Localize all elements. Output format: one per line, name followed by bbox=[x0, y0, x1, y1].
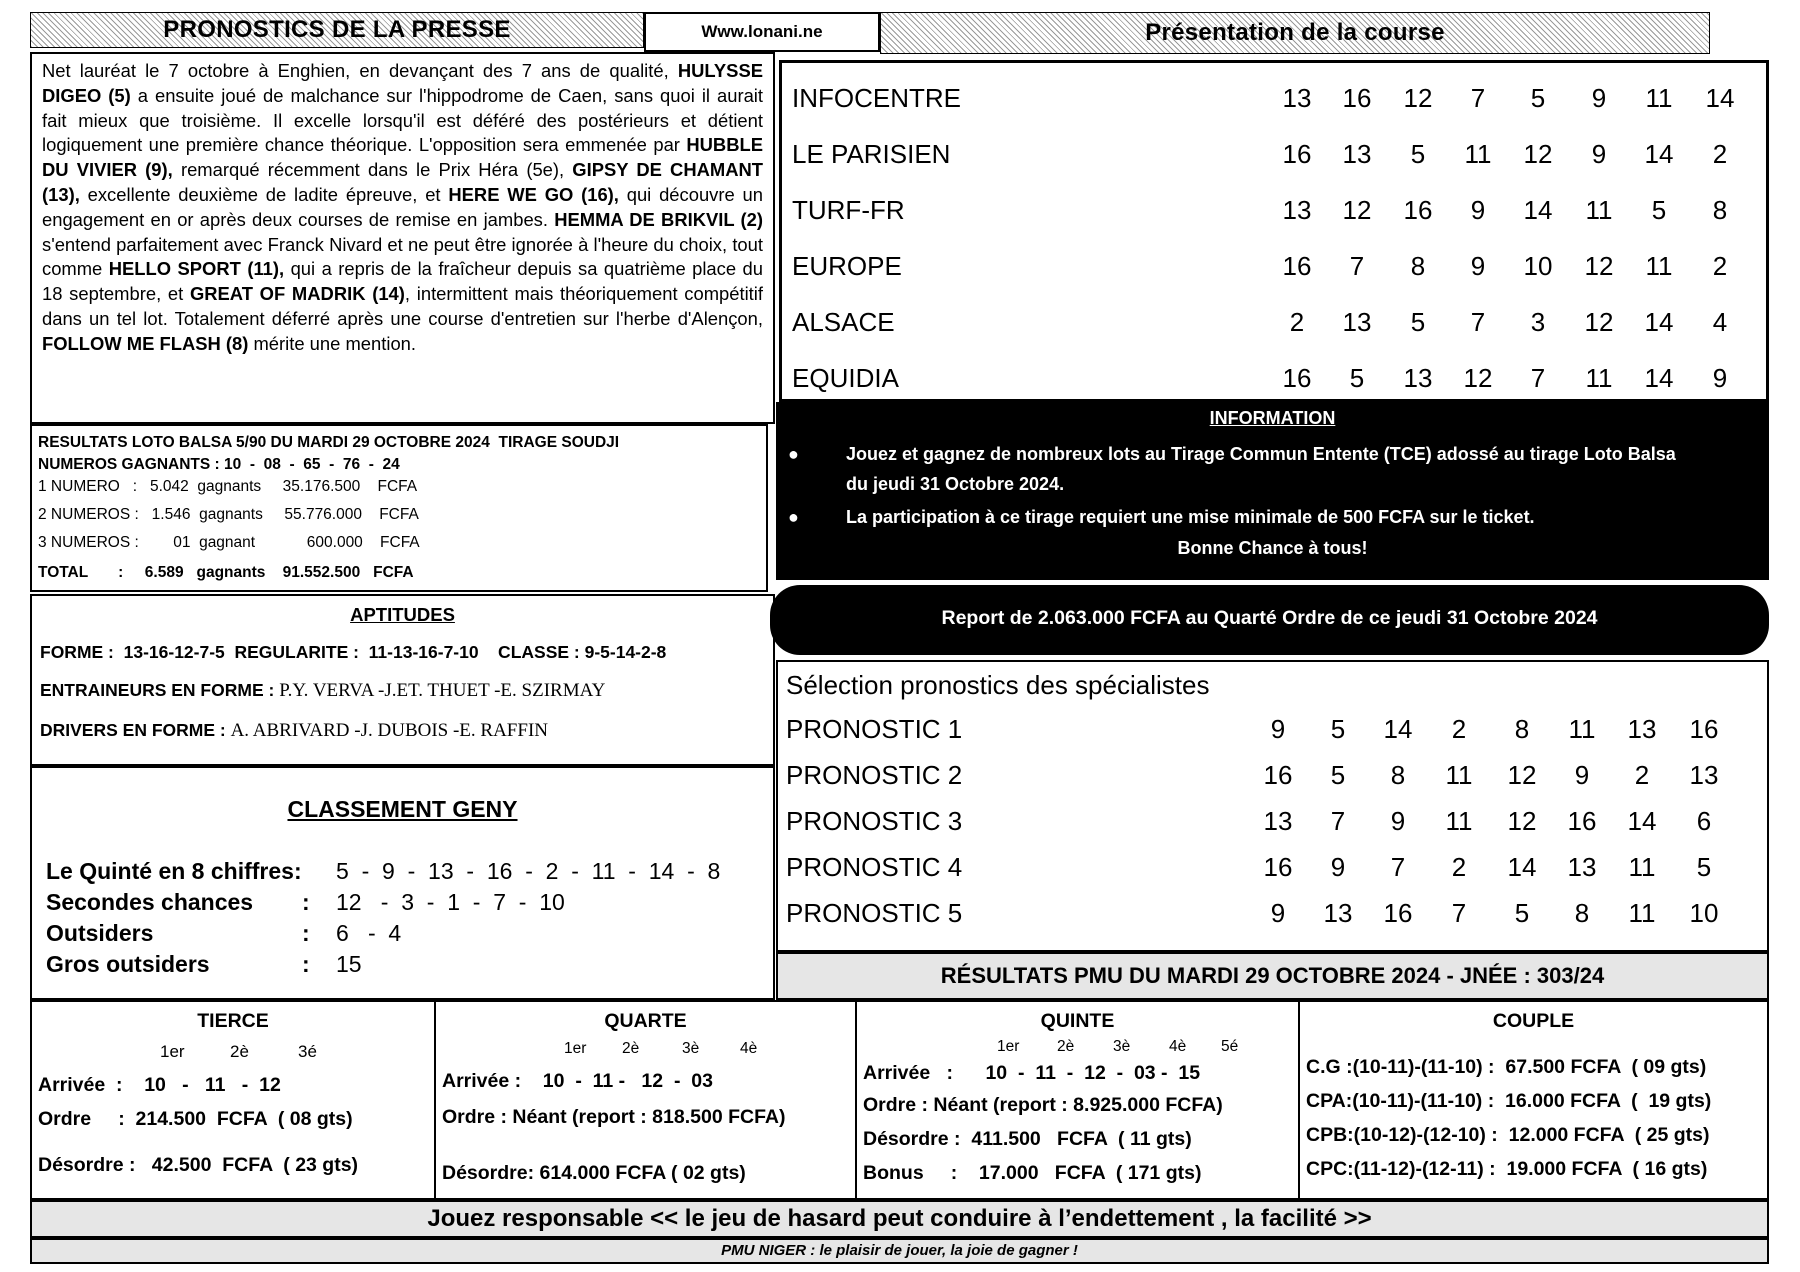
couple-line-3: CPB:(10-12)-(12-10) : 12.000 FCFA ( 25 gts) bbox=[1306, 1124, 1710, 1146]
pronostic-number: 9 bbox=[1574, 760, 1590, 790]
presentation-number: 2 bbox=[1289, 307, 1305, 337]
couple-line-1: C.G :(10-11)-(11-10) : 67.500 FCFA ( 09 gts) bbox=[1306, 1056, 1707, 1078]
presentation-source-name: INFOCENTRE bbox=[792, 83, 961, 113]
presentation-source-name: EQUIDIA bbox=[792, 363, 899, 393]
presentation-number: 11 bbox=[1645, 251, 1673, 281]
loto-line-1: 1 NUMERO : 5.042 gagnants 35.176.500 FCFA bbox=[38, 478, 418, 495]
pronostic-number: 7 bbox=[1330, 806, 1346, 836]
press-header-bar bbox=[30, 12, 644, 48]
presentation-number: 5 bbox=[1651, 195, 1667, 225]
slogan-bar bbox=[30, 1238, 1769, 1264]
presentation-number: 12 bbox=[1584, 251, 1614, 281]
classement-geny-box bbox=[30, 766, 775, 1000]
press-article bbox=[30, 52, 775, 424]
pronostic-number: 2 bbox=[1451, 852, 1467, 882]
geny-label: Secondes chances bbox=[46, 889, 254, 915]
presentation-number: 9 bbox=[1591, 83, 1607, 113]
couple-line-4: CPC:(11-12)-(12-11) : 19.000 FCFA ( 16 gts) bbox=[1306, 1158, 1708, 1180]
geny-value: 6 - 4 bbox=[336, 920, 402, 946]
tierce-pos-1: 1er bbox=[160, 1042, 185, 1061]
press-text: mérite une mention. bbox=[248, 332, 417, 354]
presentation-source-name: LE PARISIEN bbox=[792, 139, 951, 169]
presentation-number: 14 bbox=[1705, 83, 1735, 113]
drivers-value: A. ABRIVARD -J. DUBOIS -E. RAFFIN bbox=[230, 720, 548, 741]
pronostic-number: 13 bbox=[1689, 760, 1719, 790]
press-text: qui a repris de la fraîcheur depuis sa quatrième place du 18 septembre, et bbox=[42, 258, 763, 305]
loto-winning-numbers: NUMEROS GAGNANTS : 10 - 08 - 65 - 76 - 24 bbox=[38, 456, 400, 473]
pronostic-number: 13 bbox=[1567, 852, 1597, 882]
pronostic-number: 9 bbox=[1390, 806, 1406, 836]
pronostic-number: 12 bbox=[1507, 760, 1537, 790]
quinte-pos-2: 2è bbox=[1057, 1038, 1075, 1055]
pronostic-number: 12 bbox=[1507, 806, 1537, 836]
presentation-number: 9 bbox=[1470, 251, 1486, 281]
horse-name: GREAT OF MADRIK (14) bbox=[189, 283, 405, 305]
geny-label: Gros outsiders bbox=[46, 951, 210, 977]
quinte-pos-4: 4è bbox=[1169, 1038, 1187, 1055]
presentation-number: 7 bbox=[1470, 307, 1486, 337]
presentation-number: 5 bbox=[1530, 83, 1546, 113]
tierce-desordre: Désordre : 42.500 FCFA ( 23 gts) bbox=[38, 1154, 359, 1176]
pronostic-number: 11 bbox=[1628, 898, 1656, 928]
loto-line-3: 3 NUMEROS : 01 gagnant 600.000 FCFA bbox=[38, 534, 420, 551]
pronostic-number: 11 bbox=[1628, 852, 1656, 882]
aptitudes-entraineurs bbox=[40, 680, 605, 702]
pronostic-label: PRONOSTIC 2 bbox=[786, 760, 963, 790]
responsible-gaming-text: Jouez responsable << le jeu de hasard peut conduire à l’endettement , la facilité >> bbox=[427, 1205, 1372, 1232]
presentation-number: 7 bbox=[1470, 83, 1486, 113]
information-box bbox=[776, 402, 1769, 580]
pronostic-label: PRONOSTIC 3 bbox=[786, 806, 963, 836]
pronostic-number: 16 bbox=[1263, 852, 1293, 882]
tierce-box bbox=[30, 1000, 436, 1200]
resultats-title-bar bbox=[776, 952, 1769, 1000]
quarte-arrivee: Arrivée : 10 - 11 - 12 - 03 bbox=[442, 1070, 713, 1092]
pronostic-number: 7 bbox=[1390, 852, 1406, 882]
horse-name: HERE WE GO (16), bbox=[448, 183, 619, 205]
presentation-number: 16 bbox=[1342, 83, 1372, 113]
website-link[interactable]: Www.lonani.ne bbox=[701, 22, 823, 41]
tierce-pos-3: 3é bbox=[298, 1042, 317, 1061]
press-paragraph bbox=[42, 59, 763, 357]
presentation-number: 13 bbox=[1342, 307, 1372, 337]
geny-separator: : bbox=[302, 889, 310, 915]
press-text: Net lauréat le 7 octobre à Enghien, en devançant des 7 ans de qualité, bbox=[42, 60, 678, 81]
geny-label: Outsiders bbox=[46, 920, 154, 946]
horse-name: GIPSY DE CHAMANT (13), bbox=[42, 159, 764, 205]
quinte-pos-3: 3è bbox=[1113, 1038, 1131, 1055]
pronostic-number: 16 bbox=[1689, 714, 1719, 744]
pronostic-number: 10 bbox=[1689, 898, 1719, 928]
quinte-ordre: Ordre : Néant (report : 8.925.000 FCFA) bbox=[863, 1094, 1223, 1116]
selection-title: Sélection pronostics des spécialistes bbox=[786, 670, 1210, 700]
couple-box bbox=[1298, 1000, 1769, 1200]
quinte-pos-5: 5é bbox=[1221, 1038, 1239, 1055]
geny-value: 5 - 9 - 13 - 16 - 2 - 11 - 14 - 8 bbox=[336, 858, 721, 884]
presentation-number: 5 bbox=[1410, 139, 1426, 169]
presentation-number: 16 bbox=[1403, 195, 1433, 225]
quinte-title: QUINTE bbox=[1040, 1010, 1115, 1032]
presentation-number: 14 bbox=[1644, 307, 1674, 337]
pronostic-number: 14 bbox=[1383, 714, 1413, 744]
press-text: s'entend parfaitement avec Franck Nivard et ne peut être ignorée à l'heure du choix, tout comme bbox=[42, 233, 763, 280]
pronostic-number: 5 bbox=[1696, 852, 1712, 882]
pronostic-label: PRONOSTIC 5 bbox=[786, 898, 963, 928]
presentation-number: 11 bbox=[1585, 195, 1613, 225]
quarte-box bbox=[434, 1000, 857, 1200]
quarte-pos-3: 3è bbox=[682, 1040, 700, 1057]
pronostic-number: 8 bbox=[1390, 760, 1406, 790]
entraineurs-label: ENTRAINEURS EN FORME : bbox=[40, 680, 280, 700]
info-bullet-1-text-cont: du jeudi 31 Octobre 2024. bbox=[846, 474, 1065, 494]
pronostic-number: 8 bbox=[1514, 714, 1530, 744]
presentation-number: 7 bbox=[1530, 363, 1546, 393]
horse-name: FOLLOW ME FLASH (8) bbox=[42, 332, 249, 354]
pronostic-number: 13 bbox=[1627, 714, 1657, 744]
pronostic-number: 13 bbox=[1263, 806, 1293, 836]
tierce-pos-2: 2è bbox=[230, 1042, 249, 1061]
pronostic-label: PRONOSTIC 1 bbox=[786, 714, 963, 744]
pronostic-number: 9 bbox=[1270, 898, 1286, 928]
presentation-number: 14 bbox=[1644, 139, 1674, 169]
presentation-number: 11 bbox=[1585, 363, 1613, 393]
quarte-pos-4: 4è bbox=[740, 1040, 758, 1057]
presentation-number: 4 bbox=[1712, 307, 1728, 337]
presentation-title: Présentation de la course bbox=[1145, 19, 1445, 46]
couple-title: COUPLE bbox=[1492, 1010, 1575, 1032]
presentation-number: 16 bbox=[1282, 251, 1312, 281]
pronostic-number: 16 bbox=[1383, 898, 1413, 928]
geny-separator: : bbox=[302, 951, 310, 977]
info-bullet-2-text: La participation à ce tirage requiert une mise minimale de 500 FCFA sur le ticket. bbox=[846, 507, 1535, 527]
pronostic-number: 2 bbox=[1451, 714, 1467, 744]
presentation-table bbox=[779, 60, 1769, 402]
quinte-arrivee: Arrivée : 10 - 11 - 12 - 03 - 15 bbox=[863, 1062, 1201, 1084]
pronostic-label: PRONOSTIC 4 bbox=[786, 852, 963, 882]
quinte-pos-1: 1er bbox=[997, 1038, 1020, 1055]
quinte-desordre: Désordre : 411.500 FCFA ( 11 gts) bbox=[863, 1128, 1192, 1150]
pronostic-number: 5 bbox=[1514, 898, 1530, 928]
press-title: PRONOSTICS DE LA PRESSE bbox=[163, 16, 511, 43]
pronostic-number: 16 bbox=[1567, 806, 1597, 836]
presentation-number: 9 bbox=[1470, 195, 1486, 225]
quarte-pos-2: 2è bbox=[622, 1040, 640, 1057]
press-text: qui découvre un engagement en or après deux courses de remise en jambes. bbox=[42, 183, 763, 230]
horse-name: HULYSSE DIGEO (5) bbox=[42, 60, 763, 106]
pronostic-number: 9 bbox=[1330, 852, 1346, 882]
presentation-number: 10 bbox=[1523, 251, 1553, 281]
presentation-number: 9 bbox=[1591, 139, 1607, 169]
pronostic-number: 7 bbox=[1451, 898, 1467, 928]
website-box bbox=[644, 12, 880, 52]
presentation-number: 11 bbox=[1464, 139, 1492, 169]
presentation-number: 13 bbox=[1282, 195, 1312, 225]
info-bullet-2: ● bbox=[788, 507, 799, 527]
presentation-number: 5 bbox=[1410, 307, 1426, 337]
presentation-number: 8 bbox=[1410, 251, 1426, 281]
pronostic-number: 16 bbox=[1263, 760, 1293, 790]
pronostic-number: 9 bbox=[1270, 714, 1286, 744]
presentation-number: 13 bbox=[1403, 363, 1433, 393]
quarte-title: QUARTE bbox=[604, 1010, 687, 1032]
info-closing: Bonne Chance à tous! bbox=[1177, 538, 1368, 558]
presentation-number: 16 bbox=[1282, 363, 1312, 393]
presentation-number: 14 bbox=[1644, 363, 1674, 393]
presentation-number: 12 bbox=[1584, 307, 1614, 337]
presentation-source-name: EUROPE bbox=[792, 251, 902, 281]
tierce-ordre: Ordre : 214.500 FCFA ( 08 gts) bbox=[38, 1108, 353, 1130]
loto-results bbox=[30, 424, 768, 592]
pronostic-number: 14 bbox=[1507, 852, 1537, 882]
presentation-number: 9 bbox=[1712, 363, 1728, 393]
presentation-number: 12 bbox=[1342, 195, 1372, 225]
pronostic-number: 5 bbox=[1330, 714, 1346, 744]
pronostic-number: 8 bbox=[1574, 898, 1590, 928]
presentation-number: 12 bbox=[1523, 139, 1553, 169]
slogan-text: PMU NIGER : le plaisir de jouer, la joie de gagner ! bbox=[721, 1242, 1078, 1259]
loto-title: RESULTATS LOTO BALSA 5/90 DU MARDI 29 OCTOBRE 2024 TIRAGE SOUDJI bbox=[38, 434, 620, 451]
loto-total: TOTAL : 6.589 gagnants 91.552.500 FCFA bbox=[38, 564, 414, 581]
presentation-header-bar bbox=[880, 12, 1710, 54]
drivers-label: DRIVERS EN FORME : bbox=[40, 720, 231, 740]
responsible-gaming-bar bbox=[30, 1200, 1769, 1238]
pronostic-number: 2 bbox=[1634, 760, 1650, 790]
horse-name: HELLO SPORT (11), bbox=[108, 258, 285, 280]
pronostic-number: 11 bbox=[1568, 714, 1596, 744]
couple-line-2: CPA:(10-11)-(11-10) : 16.000 FCFA ( 19 gts) bbox=[1306, 1090, 1712, 1112]
quinte-box bbox=[855, 1000, 1300, 1200]
presentation-number: 3 bbox=[1530, 307, 1546, 337]
entraineurs-value: P.Y. VERVA -J.ET. THUET -E. SZIRMAY bbox=[279, 680, 606, 701]
presentation-number: 5 bbox=[1349, 363, 1365, 393]
presentation-number: 16 bbox=[1282, 139, 1312, 169]
report-banner: Report de 2.063.000 FCFA au Quarté Ordre de ce jeudi 31 Octobre 2024 bbox=[770, 585, 1769, 655]
presentation-number: 2 bbox=[1712, 139, 1728, 169]
aptitudes-drivers bbox=[40, 720, 548, 742]
presentation-number: 7 bbox=[1349, 251, 1365, 281]
geny-value: 12 - 3 - 1 - 7 - 10 bbox=[336, 889, 565, 915]
tierce-title: TIERCE bbox=[197, 1010, 269, 1032]
presentation-number: 12 bbox=[1403, 83, 1433, 113]
info-title: INFORMATION bbox=[1209, 408, 1336, 428]
presentation-number: 13 bbox=[1282, 83, 1312, 113]
press-text: , intermittent mais théoriquement compétitif dans un tel lot. Totalement déferré après une course d'entretien sur l'herbe d'Alençon, bbox=[42, 283, 763, 329]
info-bullet-1: ● bbox=[788, 444, 799, 464]
press-text: a ensuite joué de malchance sur l'hippodrome de Caen, sans quoi il aurait fait mieux que troisième. Il excelle lorsqu'il est déféré des postérieurs et détient logiquement une première chance théorique. L'opposition sera emmenée par bbox=[42, 84, 763, 156]
quarte-pos-1: 1er bbox=[564, 1040, 587, 1057]
presentation-number: 2 bbox=[1712, 251, 1728, 281]
quarte-desordre: Désordre: 614.000 FCFA ( 02 gts) bbox=[442, 1162, 746, 1184]
presentation-number: 12 bbox=[1463, 363, 1493, 393]
pronostic-number: 11 bbox=[1445, 760, 1473, 790]
geny-title: CLASSEMENT GENY bbox=[287, 796, 518, 822]
geny-value: 15 bbox=[336, 951, 362, 977]
loto-line-2: 2 NUMEROS : 1.546 gagnants 55.776.000 FCFA bbox=[38, 506, 419, 523]
presentation-number: 14 bbox=[1523, 195, 1553, 225]
aptitudes-forme: FORME : 13-16-12-7-5 REGULARITE : 11-13-16-7-10 CLASSE : 9-5-14-2-8 bbox=[40, 642, 667, 662]
press-text: excellente deuxième de ladite épreuve, et bbox=[79, 183, 449, 205]
pronostic-number: 13 bbox=[1323, 898, 1353, 928]
aptitudes-title: APTITUDES bbox=[350, 604, 455, 625]
presentation-source-name: ALSACE bbox=[792, 307, 895, 337]
geny-separator: : bbox=[302, 920, 310, 946]
quarte-ordre: Ordre : Néant (report : 818.500 FCFA) bbox=[442, 1106, 786, 1128]
resultats-title: RÉSULTATS PMU DU MARDI 29 OCTOBRE 2024 - JNÉE : 303/24 bbox=[940, 963, 1605, 988]
tierce-arrivee: Arrivée : 10 - 11 - 12 bbox=[38, 1074, 281, 1096]
pronostic-number: 5 bbox=[1330, 760, 1346, 790]
info-bullet-1-text: Jouez et gagnez de nombreux lots au Tirage Commun Entente (TCE) adossé au tirage Loto Balsa bbox=[846, 444, 1676, 464]
presentation-source-name: TURF-FR bbox=[792, 195, 905, 225]
quinte-bonus: Bonus : 17.000 FCFA ( 171 gts) bbox=[863, 1162, 1202, 1184]
pronostic-number: 14 bbox=[1627, 806, 1657, 836]
pronostic-number: 11 bbox=[1445, 806, 1473, 836]
horse-name: HEMMA DE BRIKVIL (2) bbox=[554, 208, 763, 230]
selection-box bbox=[776, 660, 1769, 952]
horse-name: HUBBLE DU VIVIER (9), bbox=[42, 134, 763, 181]
pronostic-number: 6 bbox=[1696, 806, 1712, 836]
presentation-number: 8 bbox=[1712, 195, 1728, 225]
geny-label: Le Quinté en 8 chiffres: bbox=[46, 858, 302, 884]
press-text: remarqué récemment dans le Prix Héra (5e), bbox=[172, 159, 573, 181]
presentation-number: 11 bbox=[1645, 83, 1673, 113]
presentation-number: 13 bbox=[1342, 139, 1372, 169]
aptitudes-box bbox=[30, 594, 775, 766]
